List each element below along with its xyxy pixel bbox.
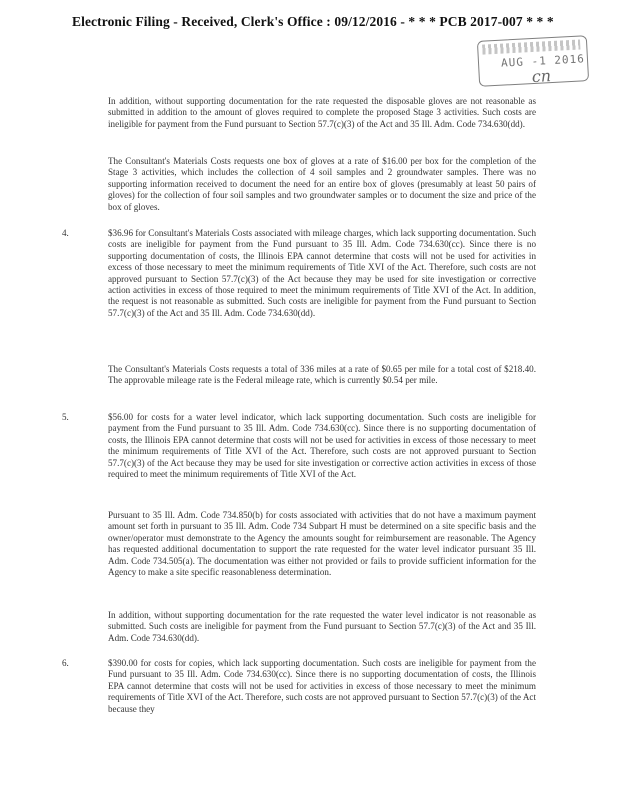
item-number-5: 5. bbox=[62, 412, 69, 422]
stamp-date: AUG -1 2016 bbox=[500, 52, 586, 70]
paragraph-copies-costs: $390.00 for costs for copies, which lack supporting documentation. Such costs are ineligible for payment from the Fund pursuant to 35 Ill. Adm. Code 734.630(cc). Since there is no supporting documentation of costs, the Illinois EPA cannot determine that costs will not be used for activities in excess of those necessary to meet the minimum requirements of Title XVI of the Act. Therefore, such costs are not approved pursuant to Section 57.7(c)(3) of the Act because they bbox=[108, 658, 536, 714]
filing-header: Electronic Filing - Received, Clerk's Office : 09/12/2016 - * * * PCB 2017-007 * * * bbox=[72, 14, 554, 29]
paragraph-water-level-indicator: $56.00 for costs for a water level indicator, which lack supporting documentation. Such costs are ineligible for payment from the Fund pursuant to 35 Ill. Adm. Code 734.630(cc). Since there is no supporting documentation of costs, the Illinois EPA cannot determine that costs will not be used for activities in excess of those necessary to meet the minimum requirements of Title XVI of the Act. Therefore, such costs are not approved pursuant to Section 57.7(c)(3) of the Act because they may be used for site investigation or corrective action activities in excess of those required to meet the minimum requirements of Title XVI of the Act. bbox=[108, 412, 536, 480]
paragraph-mileage-rate: The Consultant's Materials Costs requests a total of 336 miles at a rate of $0.65 per mile for a total cost of $218.40. The approvable mileage rate is the Federal mileage rate, which is currently $0.54 per mile. bbox=[108, 364, 536, 386]
paragraph-site-specific-determination: Pursuant to 35 Ill. Adm. Code 734.850(b) for costs associated with activities that do not have a maximum payment amount set forth in pursuant to 35 Ill. Adm. Code 734 Subpart H must be determined on a site specific basis and the owner/operator must demonstrate to the Agency the amounts sought for reimbursement are reasonable. The Agency has requested additional documentation to support the rate requested for the water level indicator pursuant 35 Ill. Adm. Code 734.505(a). The documentation was either not provided or fails to provide sufficient information for the Agency to make a site specific reasonableness determination. bbox=[108, 510, 536, 578]
paragraph-gloves-reasonableness: In addition, without supporting documentation for the rate requested the disposable gloves are not reasonable as submitted in addition to the amount of gloves required to complete the proposed Stage 3 activities. Such costs are ineligible for payment from the Fund pursuant to Section 57.7(c)(3) of the Act and 35 Ill. Adm. Code 734.630(dd). bbox=[108, 96, 536, 129]
item-number-4: 4. bbox=[62, 228, 69, 238]
stamp-initials: cn bbox=[531, 66, 552, 87]
paragraph-mileage-costs: $36.96 for Consultant's Materials Costs associated with mileage charges, which lack supporting documentation. Such costs are ineligible for payment from the Fund pursuant to 35 Ill. Adm. Code 734.630(cc). Since there is no supporting documentation of costs, the Illinois EPA cannot determine that costs will not be used for activities in excess of those necessary to meet the minimum requirements of Title XVI of the Act. Therefore, such costs are not approved pursuant to Section 57.7(c)(3) of the Act because they may be used for site investigation or corrective action activities in excess of those required to meet the minimum requirements of Title XVI of the Act. In addition, the request is not reasonable as submitted. Such costs are ineligible for payment from the Fund pursuant to Section 57.7(c)(3) of the Act and 35 Ill. Adm. Code 734.630(dd). bbox=[108, 228, 536, 318]
paragraph-water-level-reasonableness: In addition, without supporting documentation for the rate requested the water level indicator is not reasonable as submitted. Such costs are ineligible for payment from the Fund pursuant to Section 57.7(c)(3) of the Act and 35 Ill. Adm. Code 734.630(dd). bbox=[108, 610, 536, 643]
received-stamp bbox=[477, 35, 589, 87]
paragraph-gloves-box: The Consultant's Materials Costs requests one box of gloves at a rate of $16.00 per box for the completion of the Stage 3 activities, which includes the collection of 4 soil samples and 2 groundwater samples. There was no supporting information received to document the need for an entire box of gloves (presumably at least 50 pairs of gloves) for the collection of four soil samples and two groundwater samples or to document the size and price of the box of gloves. bbox=[108, 156, 536, 212]
item-number-6: 6. bbox=[62, 658, 69, 668]
